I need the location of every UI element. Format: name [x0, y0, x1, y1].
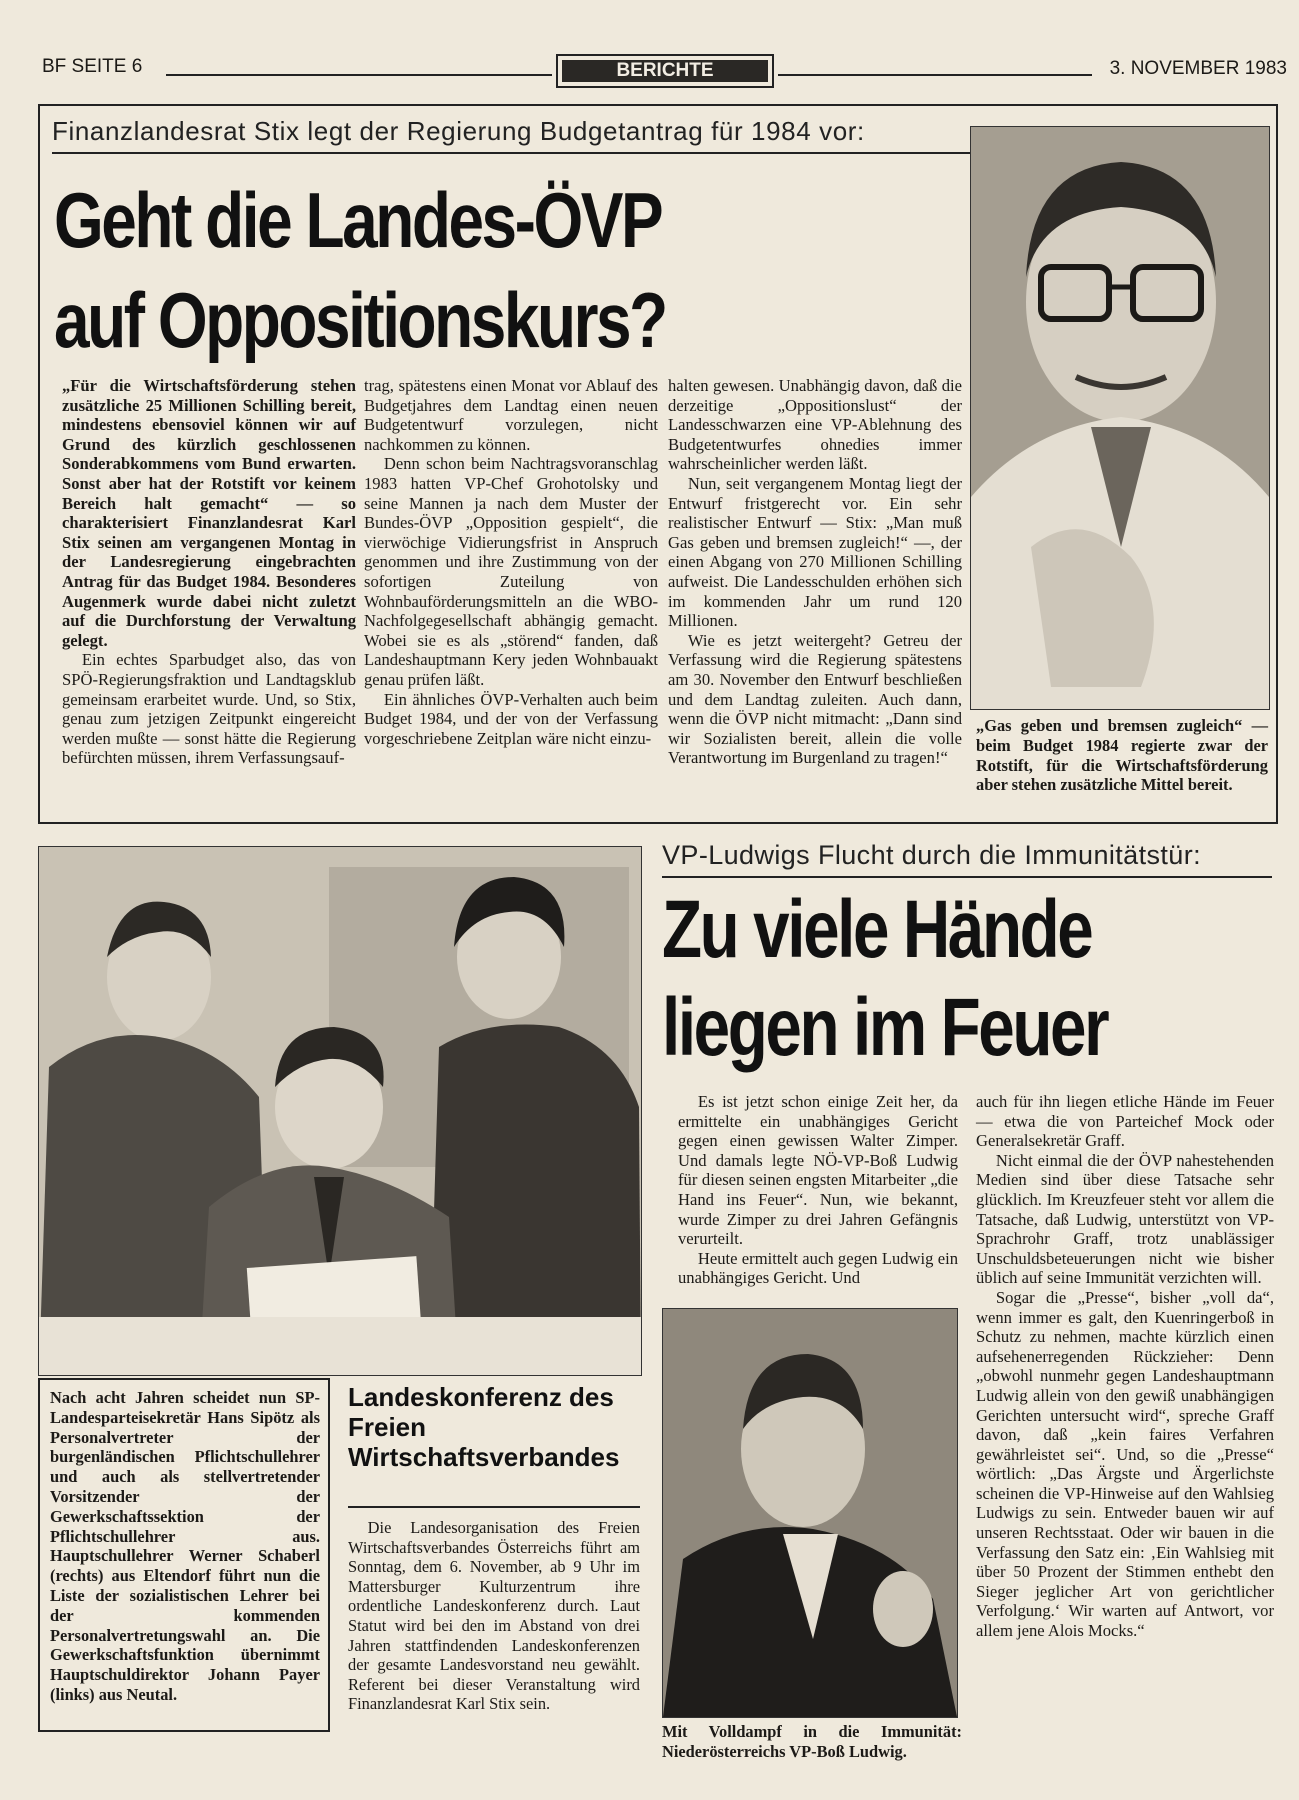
article-ludwig-headline-1: Zu viele Hände [662, 884, 1092, 975]
section-badge [556, 54, 774, 88]
page-number-label: BF SEITE 6 [42, 56, 143, 77]
teachers-caption: Nach acht Jahren scheidet nun SP-Landesparteisekretär Hans Sipötz als Personalvertreter der burgenländischen Pflichtschullehrer und auch als stellvertretender Vorsitzender der Gewerkschaftssektion der Pflichtschullehrer aus. Hauptschullehrer Werner Schaberl (rechts) aus Eltendorf führt nun die Liste der sozialistischen Lehrer bei der kommenden Personalvertretungswahl an. Die Gewerkschaftsfunktion übernimmt Hauptschuldirektor Johann Payer (links) aus Neutal. [50, 1388, 320, 1704]
article-ludwig-paragraph: Heute ermittelt auch gegen Ludwig ein unabhängiges Gericht. Und [678, 1248, 958, 1288]
group-photo-teachers [38, 846, 642, 1376]
article-ludwig-column-1 [678, 1092, 958, 1288]
group-photo-figures [39, 847, 641, 1375]
article-ludwig-headline-2: liegen im Feuer [662, 982, 1108, 1073]
conference-rule [348, 1506, 640, 1508]
kicker-rule [52, 152, 982, 154]
article-budget-paragraph: Ein ähnliches ÖVP-Verhalten auch beim Budget 1984, und der von der Verfassung vorgeschriebene Zeitplan wäre nicht einzu- [364, 689, 658, 748]
article-ludwig-paragraph: Es ist jetzt schon einige Zeit her, da ermittelte ein unabhängiges Gericht gegen einen gewissen Walter Zimper. Und damals legte NÖ-VP-Boß Ludwig für diesen seinen engsten Mitarbeiter „die Hand ins Feuer“. Nun, wie bekannt, wurde Zimper zu drei Jahren Gefängnis verurteilt. [678, 1092, 958, 1249]
article-budget-paragraph: Ein echtes Sparbudget also, das von SPÖ-Regierungsfraktion und Landtagsklub gemeinsam erarbeitet wurde. Und, so Stix, genau zum jetzigen Zeitpunkt eingereicht werden mußte — sonst hätte die Regierung befürchten müssen, ihrem Verfassungsauf- [62, 650, 356, 768]
ludwig-figure [663, 1309, 957, 1717]
article-ludwig-paragraph: auch für ihn liegen etliche Hände im Feuer — etwa die von Parteichef Mock oder Generalsekretär Graff. [976, 1092, 1274, 1151]
article-budget-headline-1: Geht die Landes-ÖVP [54, 176, 662, 264]
ludwig-kicker-rule [662, 876, 1272, 878]
article-ludwig-kicker: VP-Ludwigs Flucht durch die Immunitätstür: [662, 840, 1202, 870]
article-budget-paragraph: halten gewesen. Unabhängig davon, daß die derzeitige „Oppositionslust“ der Landesschwarzen eine VP-Ablehnung des Budgetentwurfes ohnedies immer wahrscheinlicher werden läßt. [668, 376, 962, 474]
article-budget-box [38, 104, 1278, 824]
article-ludwig-paragraph: Nicht einmal die der ÖVP nahestehenden Medien sind über diese Tatsache sehr glücklich. Im Kreuzfeuer steht vor allem die Tatsache, daß Ludwig, unterstützt von VP-Sprachrohr Graff, trotz unablässiger Unschuldsbeteuerungen nicht wie bisher üblich auf seine Immunität verzichten will. [976, 1150, 1274, 1288]
article-budget-paragraph: trag, spätestens einen Monat vor Ablauf des Budgetjahres dem Landtag einen neuen Budgetentwurf vorzulegen, nicht nachkommen zu können. [364, 376, 658, 454]
article-budget-column-2 [364, 376, 658, 748]
photo-ludwig [662, 1308, 958, 1718]
header-rule-left [166, 74, 552, 76]
portrait-figure [971, 127, 1269, 709]
article-ludwig-paragraph: Sogar die „Presse“, bisher „voll da“, wenn immer es galt, den Kuenringerboß in Schutz zu nehmen, machte kürzlich einen aufsehenerregenden Rückzieher: Denn „obwohl nunmehr gegen Landeshauptmann Ludwig allein von den gewiß unabhängigen Gerichten untersucht wird“, spreche Graff davon, daß „kein faires Verfahren gewährleistet sei“. Und, so die „Presse“ wörtlich: „Das Ärgste und Ärgerlichste scheinen die VP-Hinweise auf den Wahlsieg Ludwigs zu sein. Entweder bauen wir auf unseren Rechtsstaat. Oder wir bauen in die Verfassung den Satz ein: ‚Ein Wahlsieg mit über 50 Prozent der Stimmen enthebt den Sieger jeglicher Art von gerichtlicher Verfolgung.‘ Wir warten auf Antwort, vor allem jene Alois Mocks.“ [976, 1287, 1274, 1641]
article-budget-lead: „Für die Wirtschaftsförderung stehen zusätzliche 25 Millionen Schilling bereit, mindestens ebensoviel können wir auf Grund des kürzlich geschlossenen Sonderabkommens vom Bund erwarten. Sonst aber hat der Rotstift vor keinem Bereich halt gemacht“ — so charakterisiert Finanzlandesrat Karl Stix seinen am vergangenen Montag in der Landesregierung eingebrachten Antrag für das Budget 1984. Besonderes Augenmerk wurde dabei nicht zuletzt auf die Durchforstung der Verwaltung gelegt. [62, 376, 356, 650]
article-budget-paragraph: Wie es jetzt weitergeht? Getreu der Verfassung wird die Regierung spätestens am 30. November den Entwurf beschließen und dem Landtag zuleiten. Auch dann, wenn die ÖVP nicht mitmacht: „Dann sind wir Sozialisten bereit, allein die volle Verantwortung im Burgenland zu tragen!“ [668, 630, 962, 768]
portrait-caption: „Gas geben und bremsen zugleich“ — beim Budget 1984 regierte zwar der Rotstift, für die Wirtschaftsförderung aber stehen zusätzliche Mittel bereit. [976, 716, 1268, 795]
issue-date: 3. NOVEMBER 1983 [1109, 58, 1287, 79]
teachers-caption-box [38, 1378, 330, 1732]
article-budget-column-3 [668, 376, 962, 768]
article-ludwig-column-2 [976, 1092, 1274, 1641]
section-label: BERICHTE [562, 60, 768, 82]
portrait-photo-stix [970, 126, 1270, 710]
article-conference-body: Die Landesorganisation des Freien Wirtschaftsverbandes Österreichs führt am Sonntag, dem 6. November, ab 9 Uhr im Mattersburger Kulturzentrum ihre ordentliche Landeskonferenz durch. Laut Statut wird bei den im Abstand von drei Jahren stattfindenden Landeskonferenzen der gesamte Landesvorstand neu gewählt. Referent bei dieser Veranstaltung wird Finanzlandesrat Karl Stix sein. [348, 1518, 640, 1714]
article-budget-paragraph: Denn schon beim Nachtragsvoranschlag 1983 hatten VP-Chef Grohotolsky und seine Mannen ja nach dem Muster der Bundes-ÖVP „Opposition gespielt“, die vierwöchige Vidierungsfrist in Anspruch genommen und ihre Zustimmung von der sofortigen Zuteilung von Wohnbauförderungsmitteln an die WBO-Nachfolgegesellschaft abhängig gemacht. Wobei sie es als „störend“ fanden, daß Landeshauptmann Kery jeden Wohnbauakt genau prüfen läßt. [364, 454, 658, 689]
article-budget-kicker: Finanzlandesrat Stix legt der Regierung Budgetantrag für 1984 vor: [52, 116, 865, 146]
article-budget-column-1 [62, 376, 356, 768]
article-budget-paragraph: Nun, seit vergangenem Montag liegt der Entwurf fristgerecht vor. Ein sehr realistischer Entwurf — Stix: „Man muß Gas geben und bremsen zugleich!“ —, der einen Abgang von 270 Millionen Schilling aufweist. Die Landesschulden erhöhen sich im kommenden Jahr um rund 120 Millionen. [668, 473, 962, 631]
header-rule-right [778, 74, 1092, 76]
article-budget-headline-2: auf Oppositionskurs? [54, 276, 666, 364]
ludwig-caption: Mit Volldampf in die Immunität: Niederösterreichs VP-Boß Ludwig. [662, 1722, 962, 1761]
article-conference-headline: Landeskonferenz des Freien Wirtschaftsverbandes [348, 1382, 620, 1472]
